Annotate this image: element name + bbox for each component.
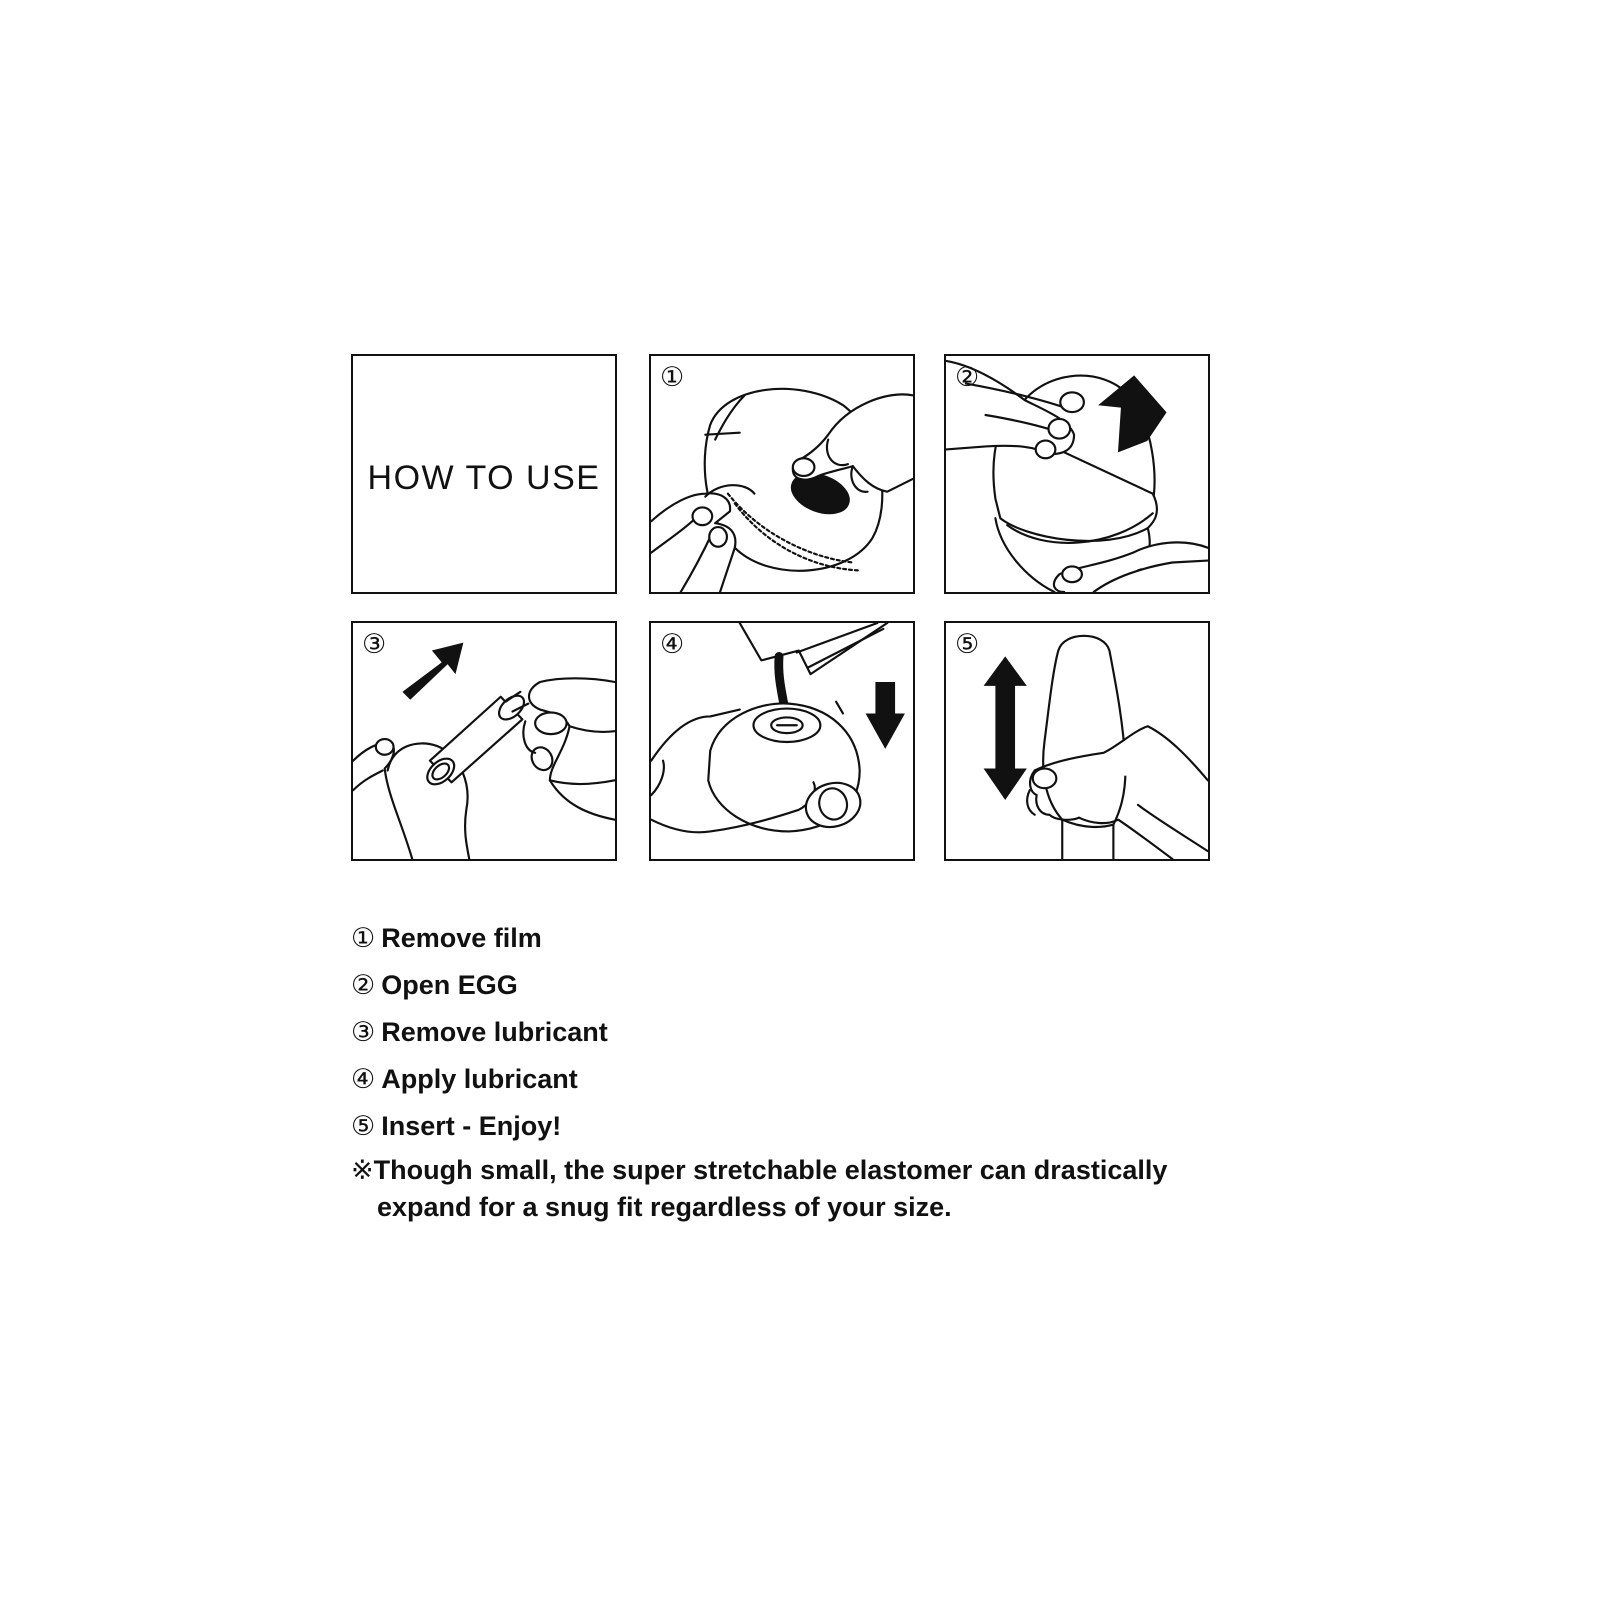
step-label: Apply lubricant bbox=[381, 1064, 578, 1094]
step-number: ⑤ bbox=[351, 1111, 376, 1142]
remove-lubricant-illustration bbox=[353, 623, 615, 859]
step-label: Insert - Enjoy! bbox=[381, 1111, 562, 1141]
step-panel-1 bbox=[649, 354, 915, 594]
panel-number: ④ bbox=[660, 629, 685, 660]
panel-number: ③ bbox=[362, 629, 387, 660]
title-panel bbox=[351, 354, 617, 594]
panel-number: ⑤ bbox=[955, 629, 980, 660]
step-panel-3 bbox=[351, 621, 617, 861]
step-item bbox=[351, 1103, 1251, 1150]
step-panel-4 bbox=[649, 621, 915, 861]
insert-illustration bbox=[946, 623, 1208, 859]
panel-number: ① bbox=[660, 362, 685, 393]
step-number: ① bbox=[351, 923, 376, 954]
panel-number: ② bbox=[955, 362, 980, 393]
panel-title: HOW TO USE bbox=[367, 459, 601, 497]
note-line-1: Though small, the super stretchable elastomer can drastically bbox=[373, 1155, 1168, 1185]
step-label: Open EGG bbox=[381, 970, 518, 1000]
step-item bbox=[351, 962, 1251, 1009]
step-item bbox=[351, 915, 1251, 962]
step-number: ④ bbox=[351, 1064, 376, 1095]
step-panel-5 bbox=[944, 621, 1210, 861]
steps-list bbox=[351, 915, 1251, 1226]
step-number: ③ bbox=[351, 1017, 376, 1048]
open-egg-illustration bbox=[946, 356, 1208, 592]
step-label: Remove lubricant bbox=[381, 1017, 608, 1047]
size-note bbox=[351, 1152, 1251, 1226]
step-label: Remove film bbox=[381, 923, 542, 953]
reference-mark: ※ bbox=[351, 1155, 374, 1186]
step-panel-2 bbox=[944, 354, 1210, 594]
note-line-2: expand for a snug fit regardless of your size. bbox=[377, 1192, 952, 1222]
step-item bbox=[351, 1009, 1251, 1056]
step-item bbox=[351, 1056, 1251, 1103]
step-number: ② bbox=[351, 970, 376, 1001]
apply-lubricant-illustration bbox=[651, 623, 913, 859]
remove-film-illustration bbox=[651, 356, 913, 592]
